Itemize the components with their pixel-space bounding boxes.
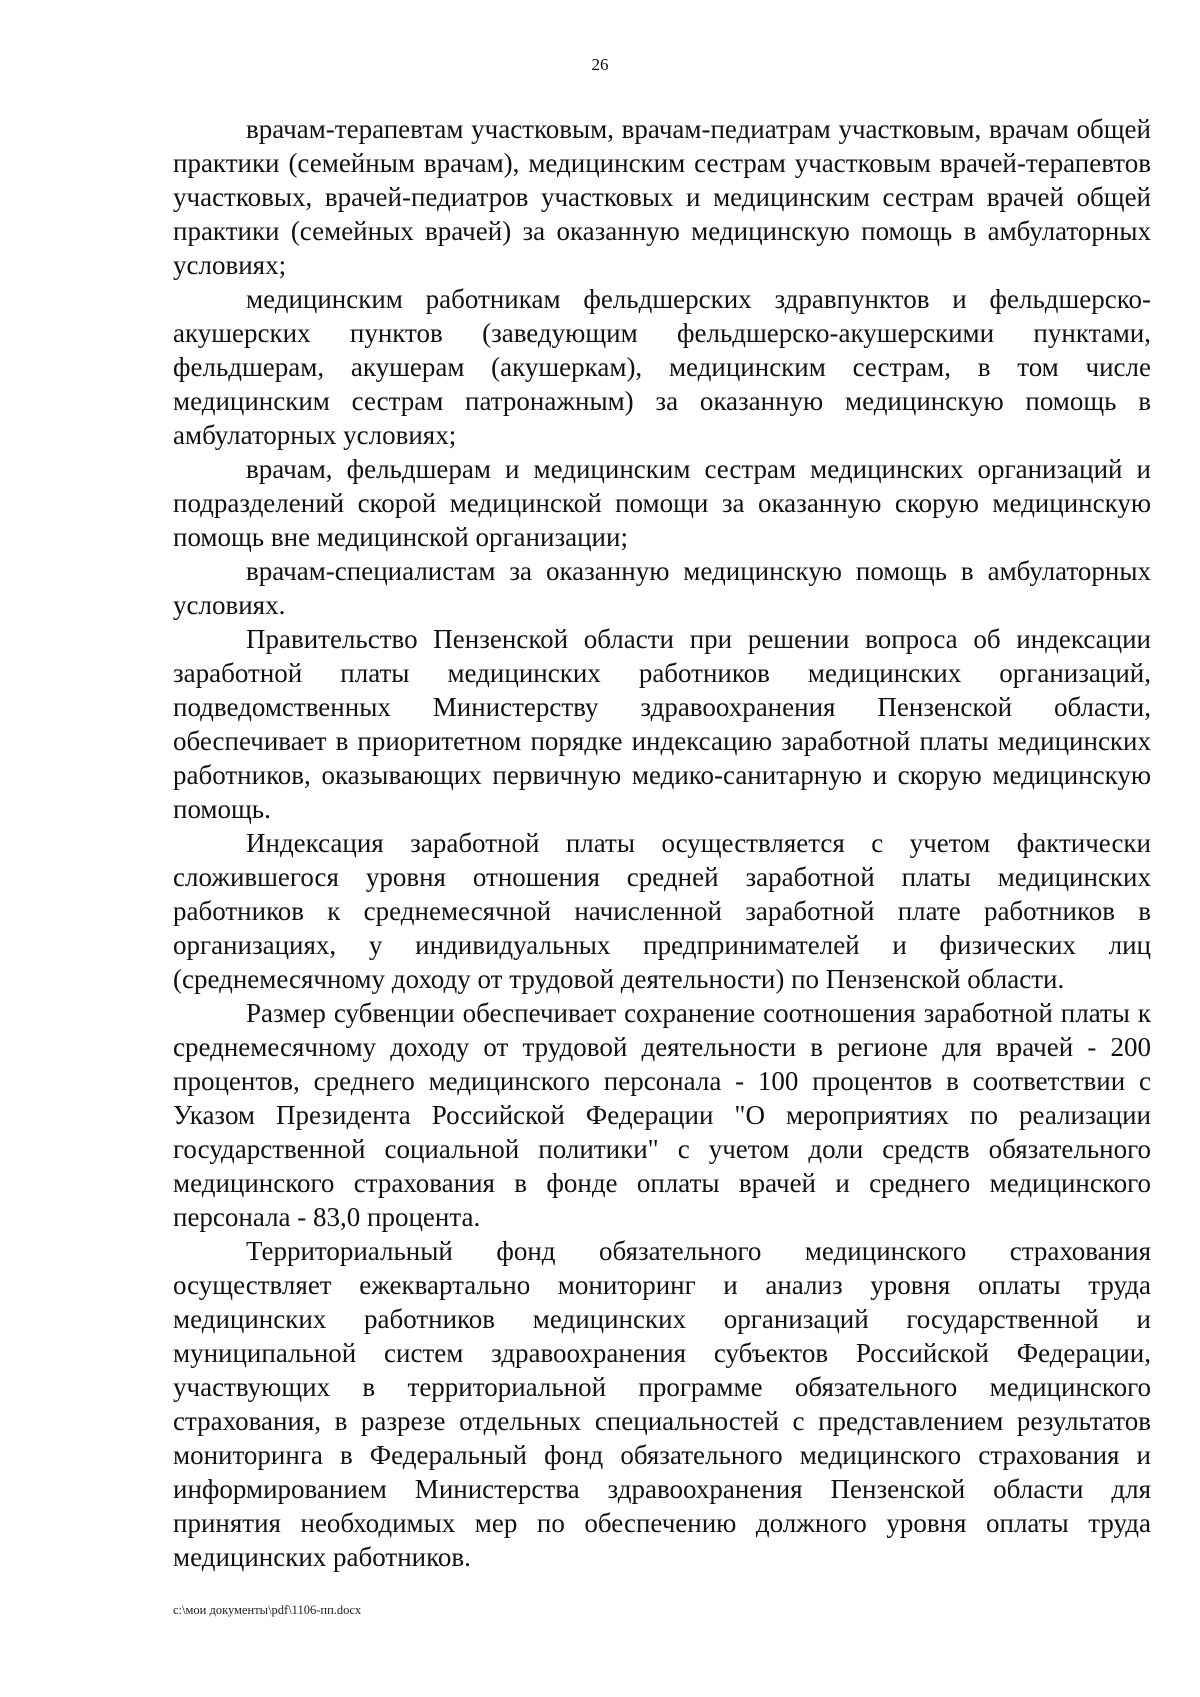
paragraph-territorial-fund-monitoring: Территориальный фонд обязательного медицинского страхования осуществляет ежеквартально мониторинг и анализ уровня оплаты труда медицинских работников медицинских организаций государственной и муниципальной систем здравоохранения субъектов Российской Федерации, участвующих в территориальной программе обязательного медицинского страхования, в разрезе отдельных специальностей с представлением результатов мониторинга в Федеральный фонд обязательного медицинского страхования и информированием Министерства здравоохранения Пензенской области для принятия необходимых мер по обеспечению должного уровня оплаты труда медицинских работников. [173,1236,1151,1572]
footer-file-path: c:\мои документы\pdf\1106-пп.docx [173,1603,362,1617]
document-body [173,112,1151,1574]
paragraph-salary-indexation-government: Правительство Пензенской области при решении вопроса об индексации заработной платы медицинских работников медицинских организаций, подведомственных Министерству здравоохранения Пензенской области, обеспечивает в приоритетном порядке индексацию заработной платы медицинских работников, оказывающих первичную медико-санитарную и скорую медицинскую помощь. [173,624,1151,824]
paragraph-recipients-feldsher-stations: медицинским работникам фельдшерских здравпунктов и фельдшерско-акушерских пунктов (заведующим фельдшерско-акушерскими пунктами, фельдшерам, акушерам (акушеркам), медицинским сестрам, в том числе медицинским сестрам патронажным) за оказанную медицинскую помощь в амбулаторных условиях; [173,284,1151,450]
page-number: 26 [591,55,609,74]
paragraph-recipients-specialists: врачам-специалистам за оказанную медицинскую помощь в амбулаторных условиях. [173,556,1151,620]
paragraph-recipients-district-doctors: врачам-терапевтам участковым, врачам-педиатрам участковым, врачам общей практики (семейным врачам), медицинским сестрам участковым врачей-терапевтов участковых, врачей-педиатров участковых и медицинским сестрам врачей общей практики (семейных врачей) за оказанную медицинскую помощь в амбулаторных условиях; [173,114,1151,280]
paragraph-subvention-ratio: Размер субвенции обеспечивает сохранение соотношения заработной платы к среднемесячному доходу от трудовой деятельности в регионе для врачей - 200 процентов, среднего медицинского персонала - 100 процентов в соответствии с Указом Президента Российской Федерации "О мероприятиях по реализации государственной социальной политики" с учетом доли средств обязательного медицинского страхования в фонде оплаты врачей и среднего медицинского персонала - 83,0 процента. [173,998,1151,1232]
paragraph-recipients-ambulance: врачам, фельдшерам и медицинским сестрам медицинских организаций и подразделений скорой медицинской помощи за оказанную скорую медицинскую помощь вне медицинской организации; [173,454,1151,552]
paragraph-indexation-basis: Индексация заработной платы осуществляется с учетом фактически сложившегося уровня отношения средней заработной платы медицинских работников к среднемесячной начисленной заработной плате работников в организациях, у индивидуальных предпринимателей и физических лиц (среднемесячному доходу от трудовой деятельности) по Пензенской области. [173,828,1151,994]
